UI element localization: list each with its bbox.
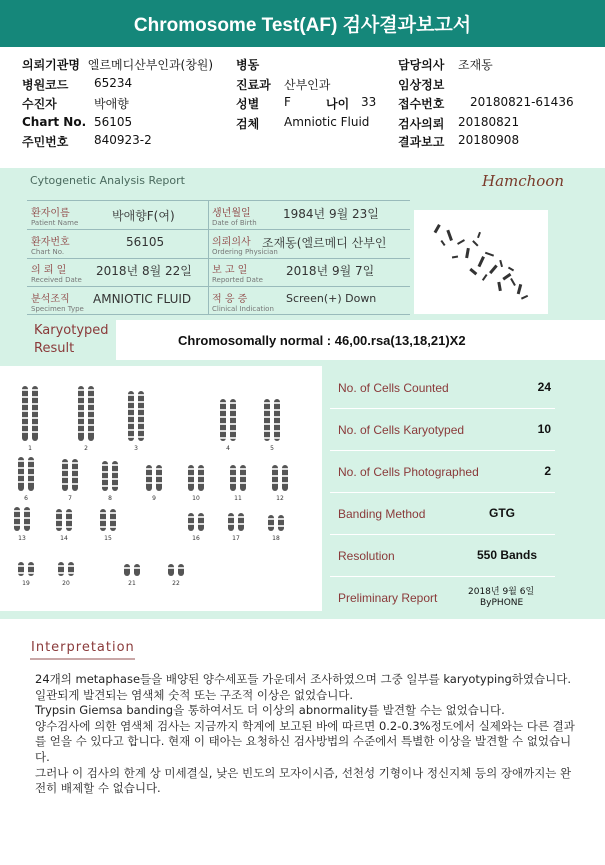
chromosome-label-20: 20 <box>62 580 70 587</box>
interp-para-4: 양수검사에 의한 염색체 검사는 지금까지 학계에 보고된 바에 따르면 0.2-0.3%정도에서 실제와는 다른 결과를 얻을 수 있다고 합니다. 현재 이 태아는 요청하신 검사방법의 수준에서 특별한 이상을 발견할 수 없었습니다. <box>35 718 575 764</box>
interp-para-1: 24개의 metaphase들을 배양된 양수세포들 가운데서 조사하였으며 그중 일부를 karyotyping하였습니다. <box>35 672 572 686</box>
chromosome-pair-16 <box>188 513 204 531</box>
info-request-date: 검사의뢰 20180821 <box>398 115 520 131</box>
report-title: Chromosome Test(AF) 검사결과보고서 <box>133 15 472 36</box>
chromosome-label-1: 1 <box>28 445 32 452</box>
indication-label: 적 응 증 Clinical Indication <box>212 294 274 313</box>
physician-label: 의뢰의사 Ordering Physician <box>212 237 278 256</box>
chromosome-label-4: 4 <box>226 445 230 452</box>
info-specimen: 검체 Amniotic Fluid <box>236 115 370 131</box>
stat-cells-karyotyped: No. of Cells Karyotyped 10 <box>330 410 555 451</box>
chromosome-pair-1 <box>22 386 38 441</box>
patient-name-label: 환자이름 Patient Name <box>31 208 79 227</box>
reported-label: 보 고 일 Reported Date <box>212 265 263 284</box>
info-sex: 성별 F <box>236 95 291 111</box>
info-hospital-code: 병원코드 65234 <box>22 76 133 92</box>
interp-para-3: Trypsin Giemsa banding을 통하여서도 더 이상의 abnormality를 발견할 수는 없었습니다. <box>35 703 505 718</box>
received-value: 2018년 8월 22일 <box>96 264 192 278</box>
chromosome-pair-8 <box>102 461 118 491</box>
indication-value: Screen(+) Down <box>286 292 377 305</box>
reported-value: 2018년 9월 7일 <box>286 264 375 278</box>
chromosome-pair-13 <box>14 507 30 531</box>
info-receipt-no: 접수번호 20180821-61436 <box>398 95 574 111</box>
received-label: 의 뢰 일 Received Date <box>31 265 82 284</box>
dob-value: 1984년 9월 23일 <box>283 207 379 221</box>
patient-name: 박애향F(여) <box>112 209 175 223</box>
specimen-label: 분석조직 Specimen Type <box>31 294 84 313</box>
chromosome-pair-4 <box>220 399 236 441</box>
chromosome-pair-10 <box>188 465 204 491</box>
info-hospital: 의뢰기관명 엘르메디산부인과(창원) <box>22 58 214 72</box>
physician-value: 조재동(엘르메디 산부인 <box>262 236 387 250</box>
chromosome-label-8: 8 <box>108 495 112 502</box>
chromosome-label-5: 5 <box>270 445 274 452</box>
info-resident-no: 주민번호 840923-2 <box>22 133 152 149</box>
chromosome-label-7: 7 <box>68 495 72 502</box>
chromosome-label-21: 21 <box>128 580 136 587</box>
dob-label: 생년월일 Date of Birth <box>212 208 257 227</box>
chromosome-label-10: 10 <box>192 495 200 502</box>
info-chart-no: Chart No. 56105 <box>22 115 133 129</box>
chromosome-label-9: 9 <box>152 495 156 502</box>
chromosome-pair-15 <box>100 509 116 531</box>
interpretation-text <box>35 672 575 797</box>
chart-value: 56105 <box>126 235 165 249</box>
info-age: 나이 33 <box>326 95 377 111</box>
chromosome-pair-17 <box>228 513 244 531</box>
info-ward: 병동 <box>236 58 260 72</box>
chromosome-label-2: 2 <box>84 445 88 452</box>
interpretation-title: Interpretation <box>31 640 135 655</box>
karyotyped-title: Karyotyped Result <box>34 323 109 356</box>
chromosome-pair-3 <box>128 391 144 441</box>
lab-logo: Hamchoon <box>482 172 565 190</box>
info-department: 진료과 산부인과 <box>236 78 331 92</box>
stat-cells-photographed: No. of Cells Photographed 2 <box>330 452 555 493</box>
stat-resolution: Resolution 550 Bands <box>330 536 555 577</box>
chromosome-pair-12 <box>272 465 288 491</box>
specimen-value: AMNIOTIC FLUID <box>93 292 192 306</box>
chromosome-label-12: 12 <box>276 495 284 502</box>
chromosome-pair-7 <box>62 459 78 491</box>
chromosome-pair-14 <box>56 509 72 531</box>
chromosome-pair-6 <box>18 457 34 491</box>
chromosome-label-13: 13 <box>18 535 26 542</box>
info-patient: 수진자 박애향 <box>22 97 129 111</box>
chromosome-label-3: 3 <box>134 445 138 452</box>
chromosome-label-15: 15 <box>104 535 112 542</box>
chromosome-label-14: 14 <box>60 535 68 542</box>
karyogram-figure <box>0 366 322 611</box>
chromosome-pair-5 <box>264 399 280 441</box>
stat-cells-counted: No. of Cells Counted 24 <box>330 368 555 409</box>
report-header <box>0 0 605 47</box>
metaphase-photo <box>414 210 548 314</box>
chromosome-label-19: 19 <box>22 580 30 587</box>
stat-preliminary: Preliminary Report 2018년 9월 6일 ByPHONE <box>338 587 535 608</box>
chromosome-pair-18 <box>268 515 284 531</box>
chromosome-label-18: 18 <box>272 535 280 542</box>
info-doctor: 담당의사 조재동 <box>398 58 493 72</box>
chromosome-pair-22 <box>168 564 184 576</box>
stat-banding-method: Banding Method GTG <box>330 494 555 535</box>
chromosome-pair-19 <box>18 562 34 576</box>
interp-para-2: 일관되게 발견되는 염색체 숫적 또는 구조적 이상은 없었습니다. <box>35 687 354 702</box>
lab-section-title: Cytogenetic Analysis Report <box>30 174 185 187</box>
chromosome-pair-11 <box>230 465 246 491</box>
info-clinical: 임상정보 <box>398 78 445 92</box>
chromosome-label-6: 6 <box>24 495 28 502</box>
karyotype-result <box>116 320 605 360</box>
chromosome-pair-2 <box>78 386 94 441</box>
chromosome-label-17: 17 <box>232 535 240 542</box>
chromosome-label-11: 11 <box>234 495 242 502</box>
chromosome-label-22: 22 <box>172 580 180 587</box>
chromosome-pair-21 <box>124 564 140 576</box>
karyogram <box>0 366 322 611</box>
chromosome-label-16: 16 <box>192 535 200 542</box>
chart-label: 환자번호 Chart No. <box>31 237 70 256</box>
karyotype-result-value: Chromosomally normal : 46,00.rsa(13,18,21)X2 <box>178 332 466 348</box>
info-report-date: 결과보고 20180908 <box>398 133 520 149</box>
interp-para-5: 그러나 이 검사의 한계 상 미세결실, 낮은 빈도의 모자이시즘, 선천성 기형이나 정신지체 등의 장애까지는 완전히 배제할 수 없습니다. <box>35 765 572 796</box>
chromosome-pair-20 <box>58 562 74 576</box>
chromosome-pair-9 <box>146 465 162 491</box>
